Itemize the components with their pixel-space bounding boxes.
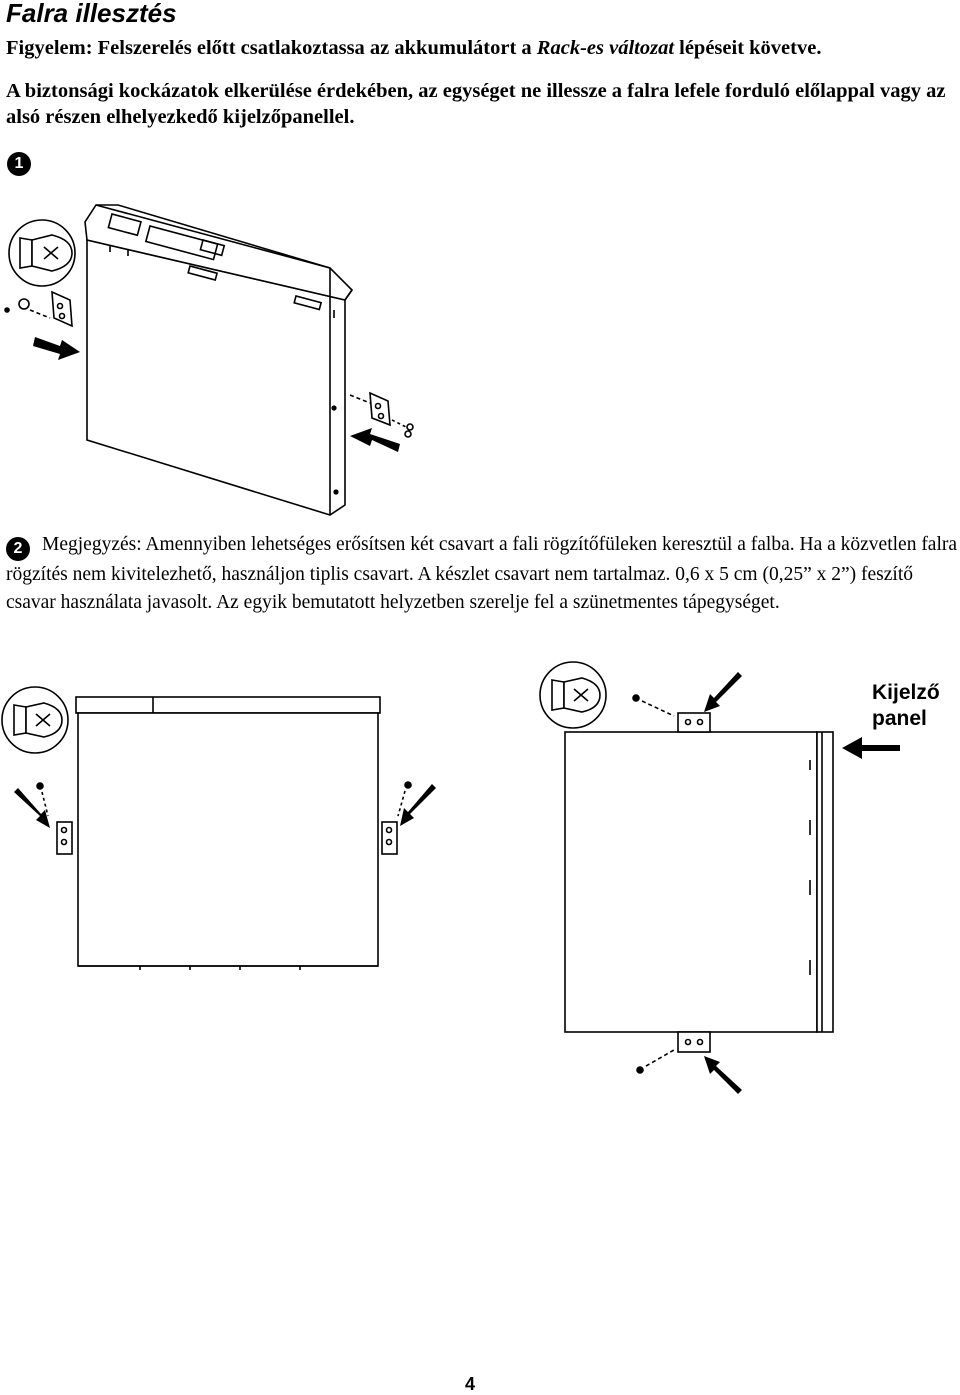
step-2-badge: 2 [6, 537, 30, 561]
warning-attention-suffix: lépéseit követve. [674, 37, 822, 59]
page-title: Falra illesztés [6, 0, 177, 28]
warning-attention-emphasis: Rack-es változat [536, 37, 675, 59]
bracket-top [678, 713, 710, 732]
bracket-bottom [678, 1032, 710, 1052]
ups-unit-side-view [565, 732, 833, 1032]
warning-safety: A biztonsági kockázatok elkerülése érdekében, az egységet ne illessze a falra lefele forduló előlappal vagy az alsó részen elhelyezkedő kijelzőpanellel. [6, 80, 946, 128]
arrow-display-panel [842, 737, 900, 759]
screw-zoom-icon-right [540, 662, 606, 728]
warning-attention-prefix: Figyelem: Felszerelés előtt csatlakoztassa az akkumulátort a [6, 37, 537, 59]
page-number: 4 [464, 1374, 475, 1394]
note-text: Megjegyzés: Amennyiben lehetséges erősítsen két csavart a fali rögzítőfüleken keresztül a falba. Ha a közvetlen falra rögzítés nem kivitelezhető, használjon tiplis csavart. A készlet csavart nem tartalmaz. 0,6 x 5 cm (0,25” x 2”) feszítő csavar használata javasolt. Az egyik bemutatott helyzetben szerelje fel a szünetmentes tápegységet. [6, 534, 958, 613]
display-panel-label: Kijelző panel [872, 681, 940, 730]
step-1-badge: 1 [7, 152, 31, 176]
